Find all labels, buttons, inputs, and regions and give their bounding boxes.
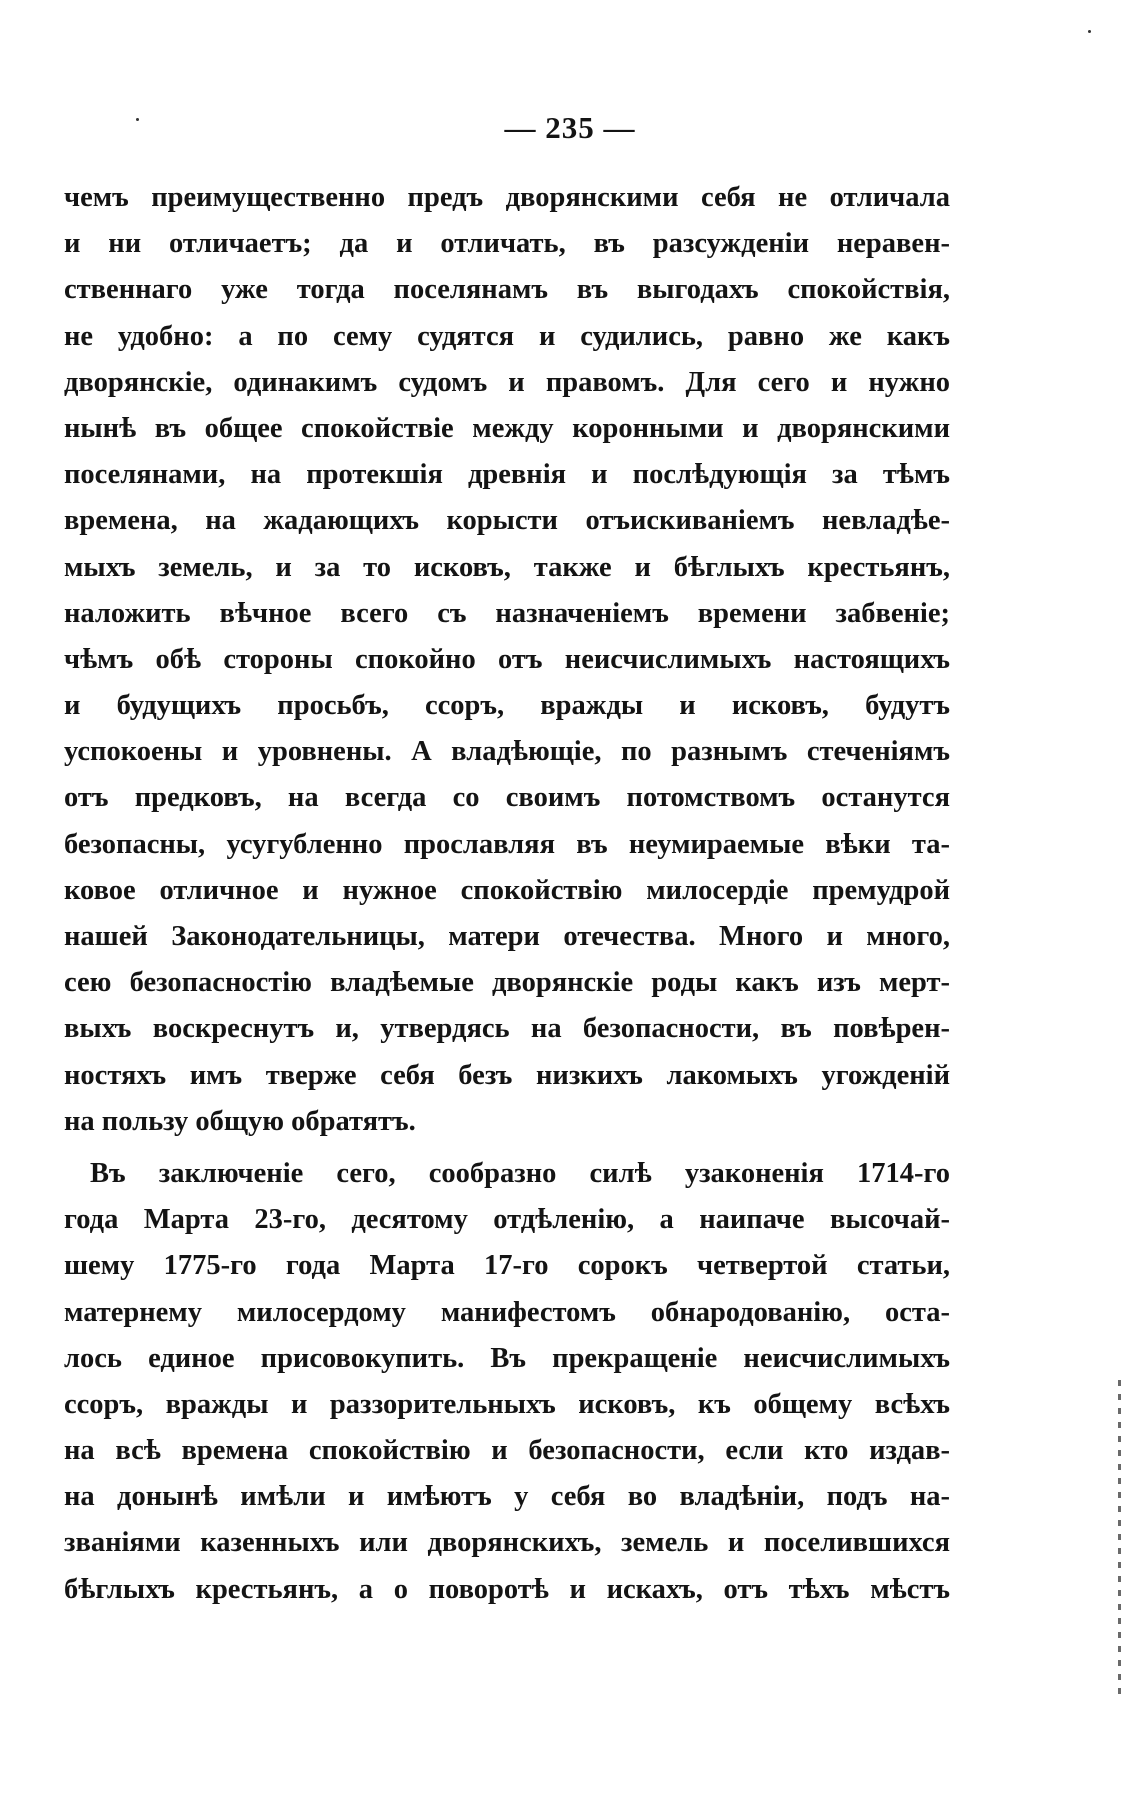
scan-speck <box>1088 30 1091 33</box>
paragraph-1 <box>64 175 950 1145</box>
text-line: успокоены и уровнены. А владѣющіе, по разнымъ стеченіямъ <box>64 736 950 768</box>
text-line: безопасны, усугубленно прославляя въ неумираемые вѣки та- <box>64 828 950 860</box>
text-line: выхъ воскреснутъ и, утвердясь на безопасности, въ повѣрен- <box>64 1013 950 1045</box>
text-line: чѣмъ обѣ стороны спокойно отъ неисчислимыхъ настоящихъ <box>64 643 950 675</box>
scan-edge-mark <box>1118 1380 1121 1700</box>
text-line: отъ предковъ, на всегда со своимъ потомствомъ останутся <box>64 782 950 814</box>
text-line: ковое отличное и нужное спокойствію милосердіе премудрой <box>64 874 950 906</box>
text-line: времена, на жадающихъ корысти отъискиваніемъ невладѣе- <box>64 505 950 537</box>
text-line: шему 1775-го года Марта 17-го сорокъ четвертой статьи, <box>64 1250 950 1282</box>
text-line: ственнаго уже тогда поселянамъ въ выгодахъ спокойствія, <box>64 274 950 306</box>
text-line: и будущихъ просьбъ, ссоръ, вражды и исковъ, будутъ <box>64 690 950 722</box>
text-line: не удобно: а по сему судятся и судились, равно же какъ <box>64 320 950 352</box>
text-line: на пользу общую обратятъ. <box>64 1105 416 1137</box>
text-line: ностяхъ имъ тверже себя безъ низкихъ лакомыхъ угожденій <box>64 1059 950 1091</box>
text-line: Въ заключеніе сего, сообразно силѣ узаконенія 1714-го <box>90 1157 950 1189</box>
text-line: нашей Законодательницы, матери отечества. Много и много, <box>64 921 950 952</box>
body-text <box>64 175 950 1613</box>
text-line: наложить вѣчное всего съ назначеніемъ времени забвеніе; <box>64 597 950 629</box>
text-line: званіями казенныхъ или дворянскихъ, земель и поселившихся <box>64 1527 950 1559</box>
text-line: нынѣ въ общее спокойствіе между коронными и дворянскими <box>64 412 950 444</box>
text-line: чемъ преимущественно предъ дворянскими себя не отличала <box>64 182 950 213</box>
text-line: бѣглыхъ крестьянъ, а о поворотѣ и искахъ, отъ тѣхъ мѣстъ <box>64 1573 950 1605</box>
text-line: мыхъ земель, и за то исковъ, также и бѣглыхъ крестьянъ, <box>64 551 950 583</box>
text-line: года Марта 23-го, десятому отдѣленію, а наипаче высочай- <box>64 1204 950 1236</box>
page-number: — 235 — <box>504 110 636 145</box>
paragraph-2 <box>64 1151 950 1613</box>
text-line: лось единое присовокупить. Въ прекращеніе неисчислимыхъ <box>64 1342 950 1374</box>
text-line: дворянскіе, одинакимъ судомъ и правомъ. Для сего и нужно <box>64 366 950 398</box>
scan-speck <box>136 118 139 121</box>
text-line: сею безопасностію владѣемые дворянскіе роды какъ изъ мерт- <box>64 967 950 999</box>
text-line: матернему милосердому манифестомъ обнародованію, оста- <box>64 1296 950 1328</box>
text-line: ссоръ, вражды и раззорительныхъ исковъ, къ общему всѣхъ <box>64 1388 950 1420</box>
text-line: на всѣ времена спокойствію и безопасности, если кто издав- <box>64 1435 950 1467</box>
text-line: поселянами, на протекшія древнія и послѣдующія за тѣмъ <box>64 459 950 491</box>
text-line: и ни отличаетъ; да и отличать, въ разсужденіи неравен- <box>64 228 950 260</box>
text-line: на донынѣ имѣли и имѣютъ у себя во владѣніи, подъ на- <box>64 1481 950 1513</box>
